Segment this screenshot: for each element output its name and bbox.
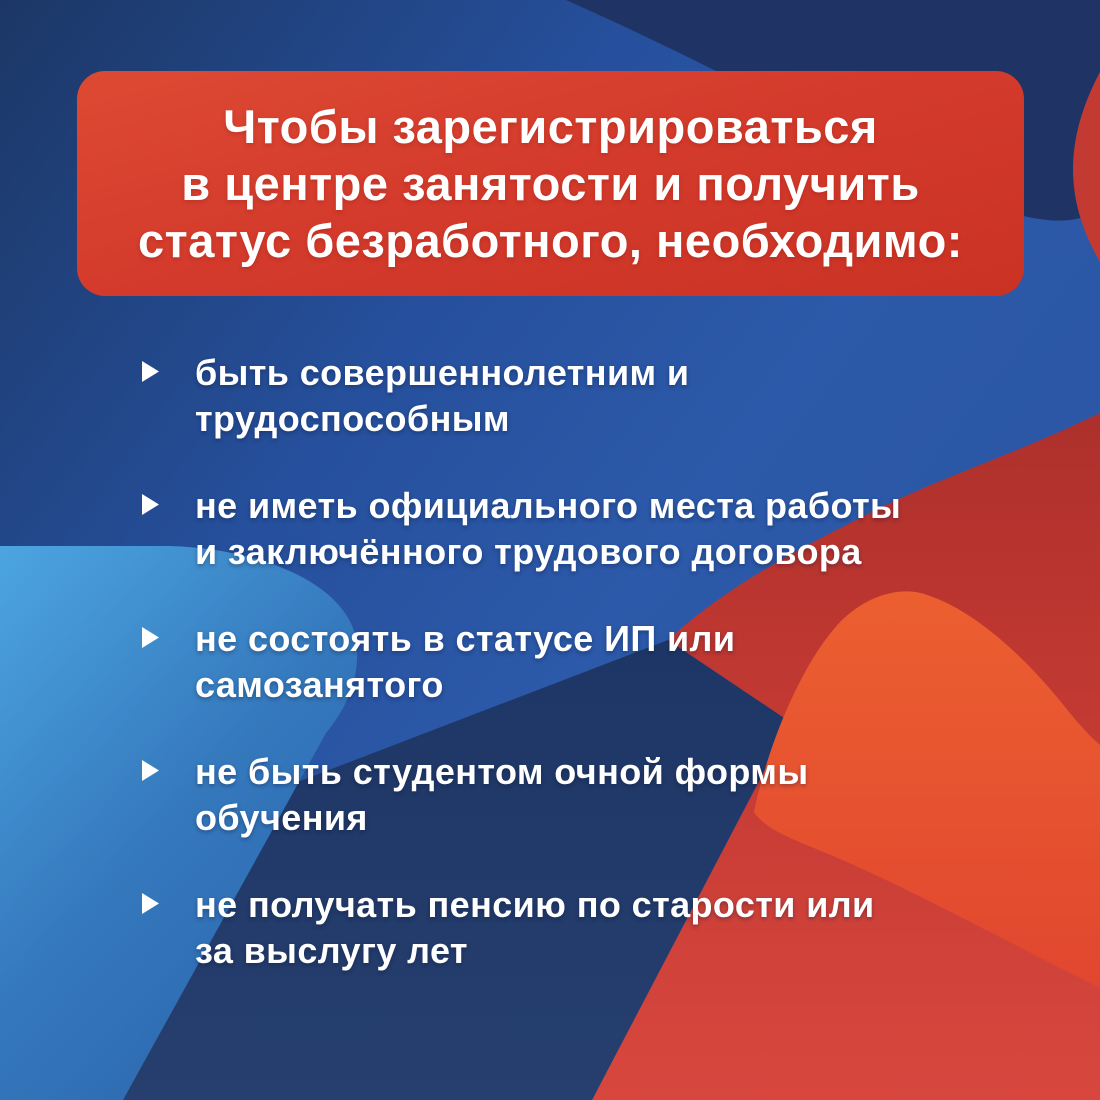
bullet-line: быть совершеннолетним и bbox=[195, 352, 690, 393]
bullet-text bbox=[195, 882, 875, 974]
header-title-line: статус безработного, необходимо: bbox=[138, 214, 963, 267]
triangle-bullet-icon bbox=[142, 494, 159, 515]
triangle-bullet-icon bbox=[142, 361, 159, 382]
bullet-text bbox=[195, 350, 689, 442]
triangle-bullet-icon bbox=[142, 893, 159, 914]
list-item bbox=[142, 616, 1042, 708]
header-card bbox=[77, 71, 1024, 296]
bullet-line: самозанятого bbox=[195, 664, 444, 705]
header-title-line: Чтобы зарегистрироваться bbox=[223, 100, 878, 153]
bullet-text bbox=[195, 749, 808, 841]
list-item bbox=[142, 483, 1042, 575]
bullet-line: не получать пенсию по старости или bbox=[195, 884, 875, 925]
triangle-bullet-icon bbox=[142, 760, 159, 781]
bullet-line: обучения bbox=[195, 797, 368, 838]
bullet-line: и заключённого трудового договора bbox=[195, 531, 862, 572]
bullet-text bbox=[195, 483, 901, 575]
header-title-line: в центре занятости и получить bbox=[181, 157, 920, 210]
bullet-text bbox=[195, 616, 735, 708]
bullet-line: не быть студентом очной формы bbox=[195, 751, 809, 792]
list-item bbox=[142, 749, 1042, 841]
requirements-list bbox=[142, 350, 1042, 1015]
bullet-line: за выслугу лет bbox=[195, 930, 468, 971]
triangle-bullet-icon bbox=[142, 627, 159, 648]
list-item bbox=[142, 882, 1042, 974]
bullet-line: трудоспособным bbox=[195, 398, 510, 439]
bullet-line: не состоять в статусе ИП или bbox=[195, 618, 736, 659]
list-item bbox=[142, 350, 1042, 442]
bullet-line: не иметь официального места работы bbox=[195, 485, 902, 526]
